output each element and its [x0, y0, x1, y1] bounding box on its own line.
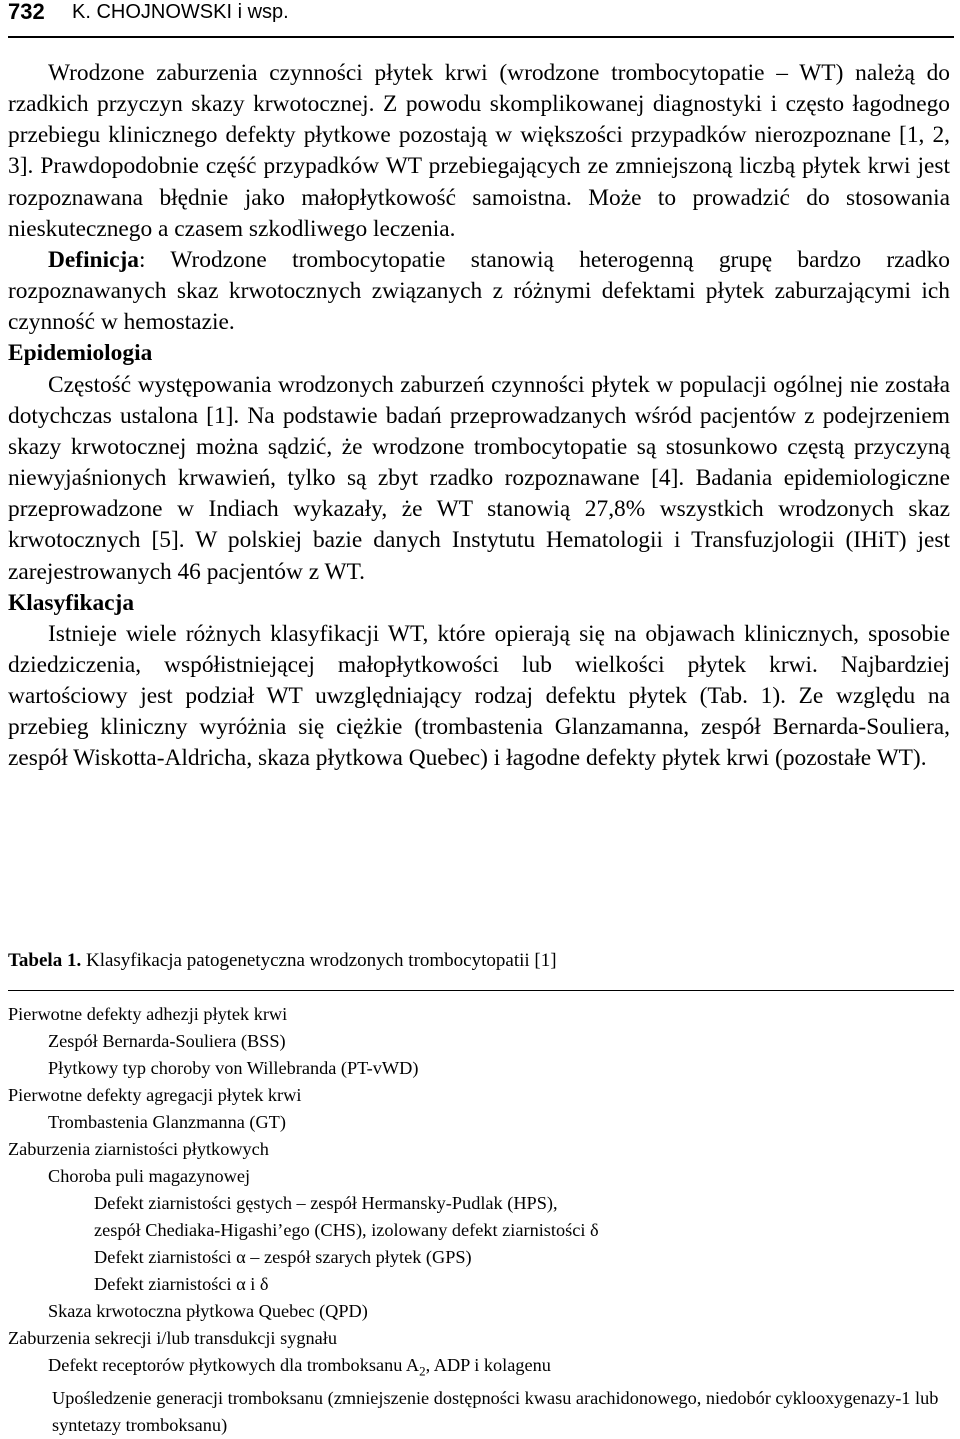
- table-caption: [8, 948, 950, 974]
- table-row-text-tail: , ADP i kolagenu: [425, 1355, 551, 1375]
- table-row: Płytkowy typ choroby von Willebranda (PT-vWD): [48, 1058, 419, 1078]
- paragraph-classification: Istnieje wiele różnych klasyfikacji WT, które opierają się na objawach klinicznych, sposobie dziedziczenia, współistniejącej małopłytkowości lub wielkości płytek krwi. Najbardziej wartościowy jest podział WT uwzględniający rodzaj defektu płytek (Tab. 1). Ze względu na przebieg kliniczny wyróżnia się ciężkie (trombastenia Glanzamanna, zespół Bernarda-Souliera, zespół Wiskotta-Aldricha, skaza płytkowa Quebec) i łagodne defekty płytek krwi (pozostałe WT).: [8, 620, 950, 772]
- table-row-subscript: 2: [419, 1363, 426, 1379]
- paragraph-epidemiology: Częstość występowania wrodzonych zaburzeń czynności płytek w populacji ogólnej nie została dotychczas ustalona [1]. Na podstawie badań przeprowadzanych wśród pacjentów z podejrzeniem skazy krwotocznej można sądzić, że wrodzone trombocytopatie są stosunkowo częstą przyczyną niewyjaśnionych krwawień, tylko są zbyt rzadko rozpoznawane [4]. Badania epidemiologiczne przeprowadzone w Indiach wykazały, że WT stanowią 27,8% wszystkich wrodzonych skaz krwotocznych [5]. W polskiej bazie danych Instytutu Hematologii i Transfuzjologii (IHiT) jest zarejestrowanych 46 pacjentów z WT.: [8, 371, 950, 585]
- table-row: Defekt ziarnistości α – zespół szarych płytek (GPS): [94, 1247, 472, 1267]
- table-row: Choroba puli magazynowej: [48, 1166, 251, 1186]
- paragraph-intro: [8, 58, 950, 245]
- table-top-rule: [8, 990, 954, 991]
- table-row: zespół Chediaka-Higashi’ego (CHS), izolowany defekt ziarnistości δ: [94, 1220, 599, 1240]
- paragraph-definition: [8, 245, 950, 338]
- heading-classification: Klasyfikacja: [8, 589, 135, 616]
- intro-sentence-1: Wrodzone zaburzenia czynności płytek krwi (wrodzone trombocytopatie – WT) należą do rzadkich przyczyn skazy krwotocznej.: [8, 60, 950, 118]
- table-caption-text: Klasyfikacja patogenetyczna wrodzonych trombocytopatii [1]: [81, 950, 557, 971]
- running-author: K. CHOJNOWSKI i wsp.: [72, 1, 289, 23]
- definition-text: : Wrodzone trombocytopatie stanowią heterogenną grupę bardzo rzadko rozpoznawanych skaz krwotocznych związanych z różnymi defektami płytek zaburzającymi ich czynność w hemostazie.: [8, 246, 950, 336]
- table-row: Pierwotne defekty agregacji płytek krwi: [8, 1085, 302, 1105]
- table-caption-label: Tabela 1.: [8, 950, 82, 971]
- table-row-text: Defekt receptorów płytkowych dla tromboksanu A: [48, 1355, 420, 1375]
- table-row: Pierwotne defekty adhezji płytek krwi: [8, 1004, 288, 1024]
- intro-sentences-rest: Z powodu skomplikowanej diagnostyki i często łagodnego przebiegu klinicznego defekty płytkowe pozostają w większości przypadków nierozpoznane [1, 2, 3]. Prawdopodobnie część przypadków WT przebiegających ze zmniejszoną liczbą płytek krwi jest rozpoznawana błędnie jako małopłytkowość samoistna. Może to prowadzić do stosowania nieskutecznego a czasem szkodliwego leczenia.: [8, 91, 950, 242]
- table-row: Upośledzenie generacji tromboksanu (zmniejszenie dostępności kwasu arachidonowego, niedobór cyklooxygenazy-1 lub syntetazy tromboksanu): [52, 1387, 939, 1435]
- heading-epidemiology: Epidemiologia: [8, 340, 153, 367]
- table-row: Zespół Bernarda-Souliera (BSS): [48, 1031, 286, 1051]
- table-row: [8, 1352, 950, 1385]
- table-row: Skaza krwotoczna płytkowa Quebec (QPD): [48, 1301, 368, 1321]
- running-header: [8, 0, 954, 38]
- table-row: Defekt ziarnistości gęstych – zespół Hermansky-Pudlak (HPS),: [94, 1193, 558, 1213]
- definition-label: Definicja: [48, 246, 139, 273]
- table-row: Trombastenia Glanzmanna (GT): [48, 1112, 286, 1132]
- page-number: 732: [8, 0, 45, 24]
- article-body: [8, 58, 950, 775]
- table-row: Zaburzenia ziarnistości płytkowych: [8, 1139, 269, 1159]
- table-row: Zaburzenia sekrecji i/lub transdukcji sygnału: [8, 1328, 337, 1348]
- classification-table: [8, 1001, 950, 1439]
- table-row: Defekt ziarnistości α i δ: [94, 1274, 269, 1294]
